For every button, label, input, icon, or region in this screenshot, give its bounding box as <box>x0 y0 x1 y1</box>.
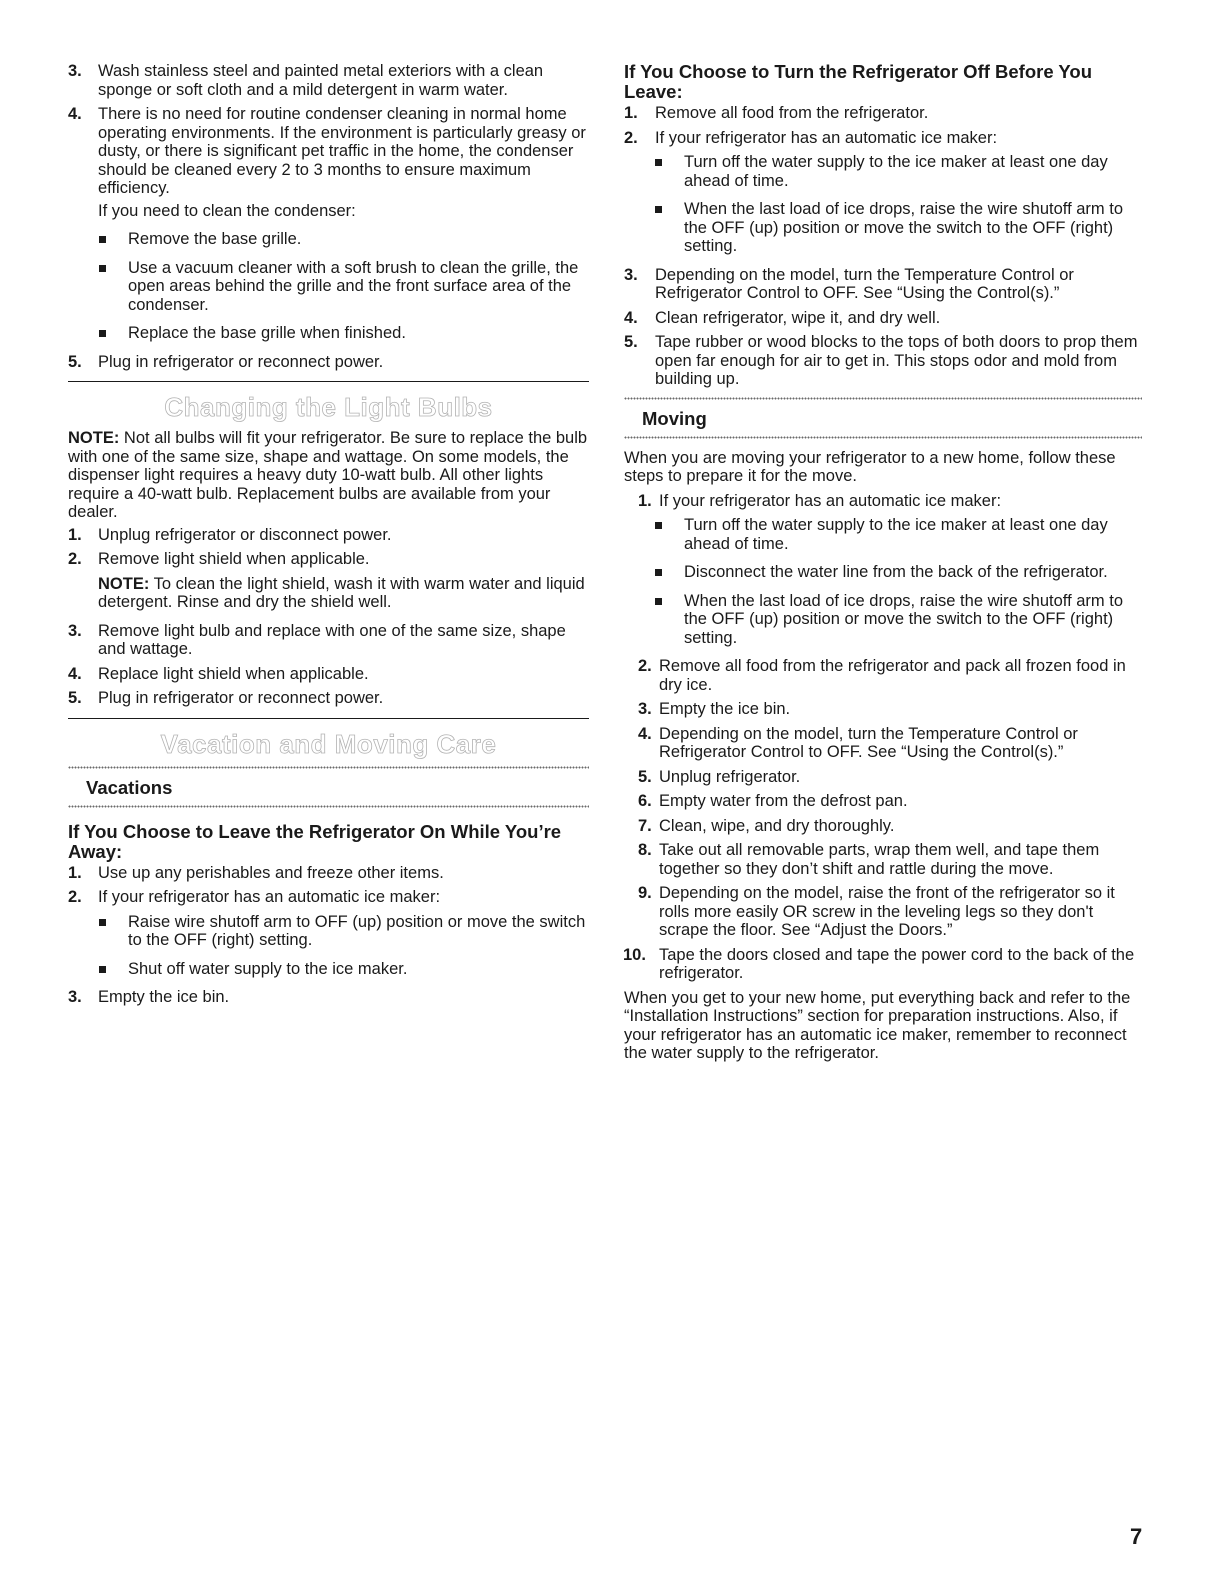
dotted-rule <box>68 805 589 808</box>
section-title-light-bulbs: Changing the Light Bulbs <box>164 392 493 422</box>
bullet-item: Shut off water supply to the ice maker. <box>98 960 589 979</box>
bullet-square-icon <box>99 966 106 973</box>
bullet-square-icon <box>99 919 106 926</box>
list-item: 2. Remove all food from the refrigerator and pack all frozen food in dry ice. <box>638 657 1126 694</box>
moving-step1 <box>624 492 1142 511</box>
list-item: 2. If your refrigerator has an automatic ice maker: <box>624 128 998 147</box>
bullet-item: Use a vacuum cleaner with a soft brush to clean the grille, the open areas behind the grille and the front surface area of the condenser. <box>98 259 589 315</box>
list-item: 2. If your refrigerator has an automatic ice maker: <box>68 888 441 906</box>
section-divider <box>68 718 589 719</box>
moving-bullets <box>654 516 1142 647</box>
bullet-item: Turn off the water supply to the ice maker at least one day ahead of time. <box>654 516 1142 553</box>
list-item: 5. Tape rubber or wood blocks to the tops of both doors to prop them open far enough for air to get in. This stops odor and mold from building up. <box>624 333 1138 388</box>
bullet-item: When the last load of ice drops, raise the wire shutoff arm to the OFF (up) position or move the switch to the OFF (right) setting. <box>654 200 1142 256</box>
list-item: 9. Depending on the model, raise the front of the refrigerator so it rolls more easily OR screw in the leveling legs so they don't scrape the floor. See “Adjust the Doors.” <box>638 884 1115 939</box>
list-item: 5. Unplug refrigerator. <box>638 767 801 786</box>
list-item: 1. Use up any perishables and freeze other items. <box>68 863 444 882</box>
leave-on-steps <box>68 864 589 907</box>
page-number: 7 <box>1130 1524 1143 1549</box>
section-title-vacation: Vacation and Moving Care <box>160 728 497 759</box>
moving-intro: When you are moving your refrigerator to a new home, follow these steps to prepare it for the move. <box>624 448 1116 485</box>
bullet-square-icon <box>655 569 662 576</box>
list-item: 3. Remove light bulb and replace with one of the same size, shape and wattage. <box>68 621 566 658</box>
bullet-square-icon <box>655 522 662 529</box>
list-item: 4. There is no need for routine condenser cleaning in normal home operating environments. If the environment is particularly greasy or dusty, or there is significant pet traffic in the home, the condenser should be cleaned every 2 to 3 months to ensure maximum efficiency. <box>68 105 586 197</box>
dotted-rule <box>624 436 1142 439</box>
bulbs-steps <box>68 526 589 569</box>
list-item: 5. Plug in refrigerator or reconnect power. <box>68 352 384 371</box>
bullet-square-icon <box>99 265 106 272</box>
bullet-item: When the last load of ice drops, raise the wire shutoff arm to the OFF (up) position or move the switch to the OFF (right) setting. <box>654 592 1142 648</box>
section-divider <box>68 381 589 382</box>
bullet-item: Turn off the water supply to the ice maker at least one day ahead of time. <box>654 153 1142 190</box>
bullet-item: Remove the base grille. <box>98 230 589 249</box>
subhead-moving: Moving <box>642 407 707 429</box>
list-item: 1. Remove all food from the refrigerator. <box>624 104 929 122</box>
bullet-item: Raise wire shutoff arm to OFF (up) position or move the switch to the OFF (right) setting. <box>98 913 589 950</box>
list-item: 4. Replace light shield when applicable. <box>68 664 369 683</box>
moving-steps <box>624 657 1142 983</box>
list-item: 3. Depending on the model, turn the Temperature Control or Refrigerator Control to OFF. See “Using the Control(s).” <box>624 265 1074 302</box>
heading-turn-off: If You Choose to Turn the Refrigerator Off Before You Leave: <box>624 61 1093 102</box>
bulbs-steps-continued <box>68 622 589 708</box>
list-item: 4. Clean refrigerator, wipe it, and dry well. <box>624 308 941 327</box>
condenser-step5 <box>68 353 589 372</box>
subhead-vacations: Vacations <box>86 776 173 798</box>
list-item: 1. Unplug refrigerator or disconnect power. <box>68 525 392 544</box>
condenser-bullets <box>98 230 589 343</box>
bullet-square-icon <box>99 236 106 243</box>
turn-off-steps <box>624 104 1142 147</box>
bullet-square-icon <box>655 206 662 213</box>
turn-off-bullets <box>654 153 1142 256</box>
leave-on-step3 <box>68 988 589 1007</box>
list-item: 7. Clean, wipe, and dry thoroughly. <box>638 816 895 835</box>
bullet-square-icon <box>655 159 662 166</box>
leave-on-bullets <box>98 913 589 979</box>
list-item: 6. Empty water from the defrost pan. <box>638 792 908 810</box>
list-item: 2. Remove light shield when applicable. <box>68 550 370 568</box>
list-item: 3. Wash stainless steel and painted metal exteriors with a clean sponge or soft cloth and a mild detergent in warm water. <box>68 62 544 99</box>
condenser-list <box>68 62 589 198</box>
list-item: 3. Empty the ice bin. <box>68 988 230 1006</box>
list-item: 1. If your refrigerator has an automatic ice maker: <box>638 491 1002 510</box>
heading-leave-on: If You Choose to Leave the Refrigerator On While You’re Away: <box>68 820 562 862</box>
bullet-square-icon <box>655 598 662 605</box>
turn-off-steps-continued <box>624 266 1142 389</box>
bullet-item: Disconnect the water line from the back of the refrigerator. <box>654 563 1142 582</box>
list-item: 10. Tape the doors closed and tape the power cord to the back of the refrigerator. <box>623 945 1135 982</box>
bulbs-note: NOTE: Not all bulbs will fit your refrigerator. Be sure to replace the bulb with one of the same size, shape and wattage. On some models, the dispenser light requires a heavy duty 10-watt bulb. All other lights require a 40-watt bulb. Replacement bulbs are available from your dealer. <box>68 429 588 521</box>
bullet-square-icon <box>99 330 106 337</box>
list-item: 3. Empty the ice bin. <box>638 700 791 718</box>
list-item: 4. Depending on the model, turn the Temperature Control or Refrigerator Control to OFF. See “Using the Control(s).” <box>638 724 1078 761</box>
left-column <box>68 62 589 1013</box>
bulbs-inner-note: NOTE: To clean the light shield, wash it with warm water and liquid detergent. Rinse and dry the shield well. <box>98 574 585 611</box>
moving-closing: When you get to your new home, put everything back and refer to the “Installation Instructions” section for preparation instructions. Also, if your refrigerator has an automatic ice maker, remember to reconnect the water supply to the refrigerator. <box>624 988 1131 1062</box>
list-item: 5. Plug in refrigerator or reconnect power. <box>68 689 384 707</box>
bullet-item: Replace the base grille when finished. <box>98 324 589 343</box>
condenser-intro: If you need to clean the condenser: <box>98 201 356 220</box>
list-item: 8. Take out all removable parts, wrap them well, and tape them together so they don’t shift and rattle during the move. <box>638 841 1100 878</box>
right-column <box>624 62 1142 1063</box>
